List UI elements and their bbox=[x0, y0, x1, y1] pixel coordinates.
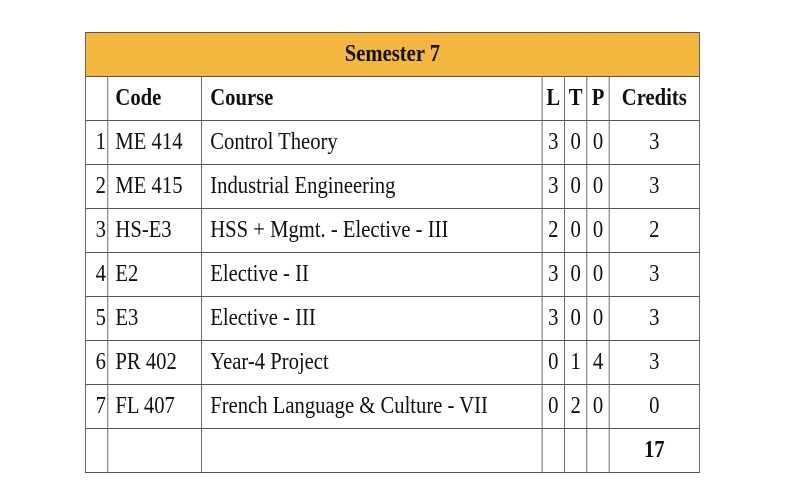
header-l: L bbox=[542, 77, 564, 121]
table-row bbox=[85, 385, 699, 429]
course-name: Industrial Engineering bbox=[201, 165, 542, 209]
total-empty-cell bbox=[201, 429, 542, 473]
total-empty-cell bbox=[564, 429, 586, 473]
course-credits: 3 bbox=[609, 297, 699, 341]
practical-hours: 4 bbox=[587, 341, 609, 385]
table-row bbox=[85, 121, 699, 165]
table-row bbox=[85, 253, 699, 297]
tutorial-hours: 0 bbox=[564, 253, 586, 297]
course-code: ME 415 bbox=[108, 165, 201, 209]
tutorial-hours: 0 bbox=[564, 165, 586, 209]
semester-7-table bbox=[85, 32, 700, 473]
row-number: 7 bbox=[85, 385, 108, 429]
practical-hours: 0 bbox=[587, 253, 609, 297]
row-number: 4 bbox=[85, 253, 108, 297]
practical-hours: 0 bbox=[587, 385, 609, 429]
course-credits: 3 bbox=[609, 253, 699, 297]
course-name: Elective - III bbox=[201, 297, 542, 341]
lecture-hours: 0 bbox=[542, 341, 564, 385]
course-code: FL 407 bbox=[108, 385, 201, 429]
course-code: ME 414 bbox=[108, 121, 201, 165]
course-code: E2 bbox=[108, 253, 201, 297]
tutorial-hours: 2 bbox=[564, 385, 586, 429]
total-empty-cell bbox=[587, 429, 609, 473]
course-code: PR 402 bbox=[108, 341, 201, 385]
lecture-hours: 3 bbox=[542, 121, 564, 165]
practical-hours: 0 bbox=[587, 297, 609, 341]
total-empty-cell bbox=[85, 429, 108, 473]
course-code: E3 bbox=[108, 297, 201, 341]
course-credits: 3 bbox=[609, 165, 699, 209]
course-name: HSS + Mgmt. - Elective - III bbox=[201, 209, 542, 253]
course-code: HS-E3 bbox=[108, 209, 201, 253]
course-name: Control Theory bbox=[201, 121, 542, 165]
header-p: P bbox=[587, 77, 609, 121]
row-number: 1 bbox=[85, 121, 108, 165]
practical-hours: 0 bbox=[587, 209, 609, 253]
total-empty-cell bbox=[108, 429, 201, 473]
course-credits: 3 bbox=[609, 341, 699, 385]
table-row bbox=[85, 209, 699, 253]
practical-hours: 0 bbox=[587, 121, 609, 165]
course-name: French Language & Culture - VII bbox=[201, 385, 542, 429]
header-row bbox=[85, 77, 699, 121]
row-number: 6 bbox=[85, 341, 108, 385]
header-credits: Credits bbox=[609, 77, 699, 121]
row-number: 2 bbox=[85, 165, 108, 209]
header-t: T bbox=[564, 77, 586, 121]
course-credits: 0 bbox=[609, 385, 699, 429]
course-credits: 2 bbox=[609, 209, 699, 253]
course-credits: 3 bbox=[609, 121, 699, 165]
tutorial-hours: 0 bbox=[564, 121, 586, 165]
lecture-hours: 3 bbox=[542, 253, 564, 297]
total-credits: 17 bbox=[609, 429, 699, 473]
table-row bbox=[85, 165, 699, 209]
course-name: Year-4 Project bbox=[201, 341, 542, 385]
lecture-hours: 0 bbox=[542, 385, 564, 429]
table-title: Semester 7 bbox=[85, 33, 699, 77]
header-number bbox=[85, 77, 108, 121]
tutorial-hours: 0 bbox=[564, 209, 586, 253]
tutorial-hours: 1 bbox=[564, 341, 586, 385]
row-number: 3 bbox=[85, 209, 108, 253]
tutorial-hours: 0 bbox=[564, 297, 586, 341]
table-row bbox=[85, 341, 699, 385]
practical-hours: 0 bbox=[587, 165, 609, 209]
header-course: Course bbox=[201, 77, 542, 121]
semester-table-container bbox=[85, 32, 800, 473]
lecture-hours: 3 bbox=[542, 297, 564, 341]
total-row bbox=[85, 429, 699, 473]
header-code: Code bbox=[108, 77, 201, 121]
row-number: 5 bbox=[85, 297, 108, 341]
course-name: Elective - II bbox=[201, 253, 542, 297]
table-row bbox=[85, 297, 699, 341]
total-empty-cell bbox=[542, 429, 564, 473]
lecture-hours: 3 bbox=[542, 165, 564, 209]
lecture-hours: 2 bbox=[542, 209, 564, 253]
